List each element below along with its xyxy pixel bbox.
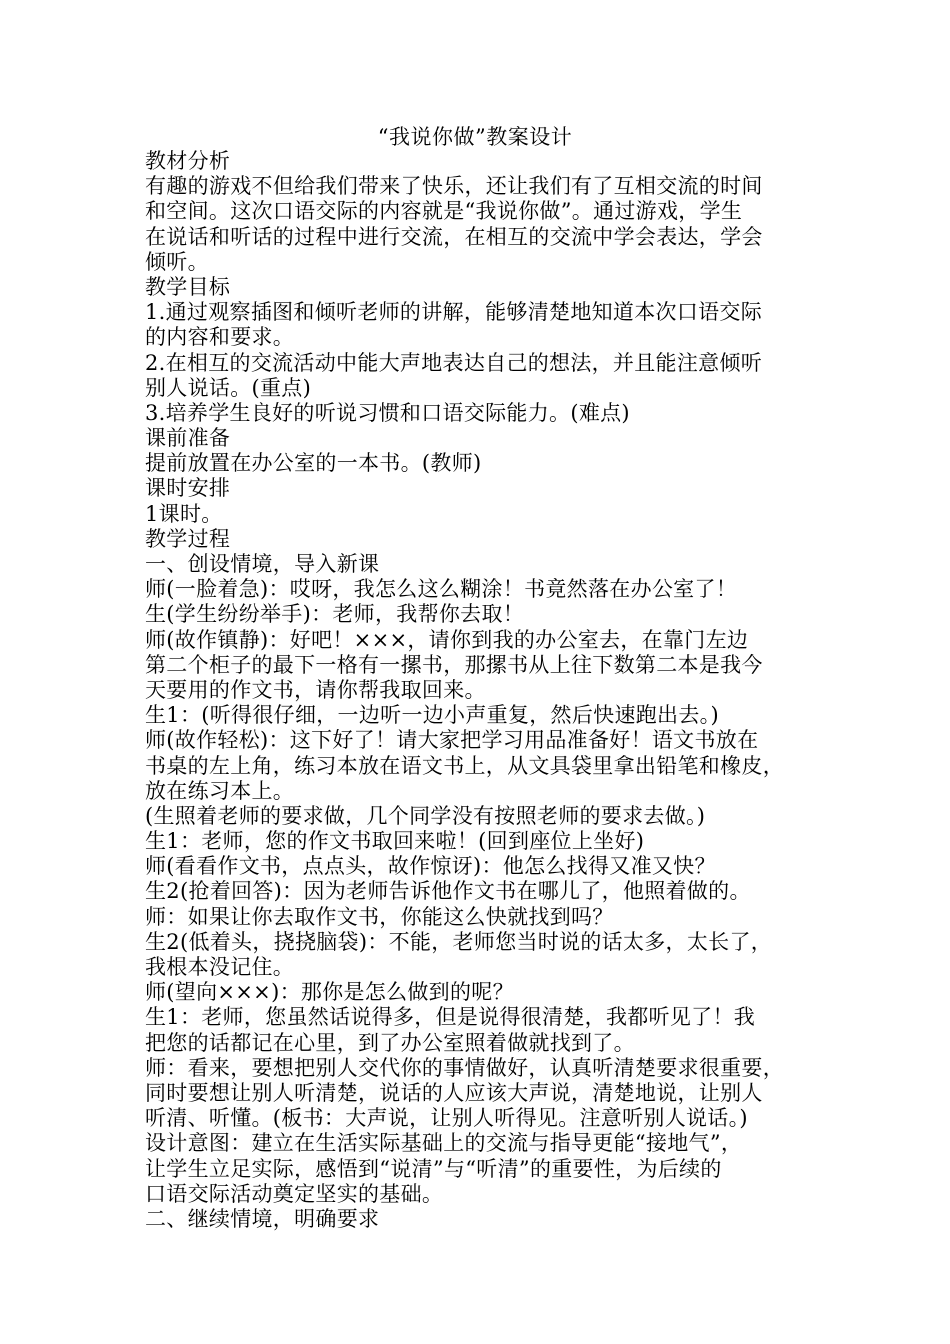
text-line: 和空间。这次口语交际的内容就是“我说你做”。通过游戏，学生	[145, 199, 743, 224]
text-line: 1课时。	[145, 501, 223, 526]
text-line: 师(故作轻松)：这下好了！请大家把学习用品准备好！语文书放在	[145, 728, 759, 753]
text-line: 让学生立足实际，感悟到“说清”与“听清”的重要性，为后续的	[145, 1156, 722, 1181]
text-line: 二、继续情境，明确要求	[145, 1206, 380, 1231]
text-line: 教学过程	[145, 526, 231, 551]
text-line: 听清、听懂。(板书：大声说，让别人听得见。注意听别人说话。)	[145, 1106, 748, 1131]
text-line: 把您的话都记在心里，到了办公室照着做就找到了。	[145, 1030, 635, 1055]
text-line: 同时要想让别人听清楚，说话的人应该大声说，清楚地说，让别人	[145, 1080, 763, 1105]
text-line: 生2(抢着回答)：因为老师告诉他作文书在哪儿了，他照着做的。	[145, 879, 751, 904]
text-line: 有趣的游戏不但给我们带来了快乐，还让我们有了互相交流的时间	[145, 174, 763, 199]
text-line: (生照着老师的要求做，几个同学没有按照老师的要求去做。)	[145, 803, 706, 828]
text-line: 在说话和听话的过程中进行交流，在相互的交流中学会表达，学会	[145, 224, 763, 249]
text-line: 2.在相互的交流活动中能大声地表达自己的想法，并且能注意倾听	[145, 350, 763, 375]
text-line: 我根本没记住。	[145, 955, 295, 979]
text-line: 生2(低着头，挠挠脑袋)：不能，老师您当时说的话太多，太长了，	[145, 929, 773, 954]
document-title: “我说你做”教案设计	[377, 125, 573, 149]
text-line: 生1：老师，您的作文书取回来啦！(回到座位上坐好)	[145, 829, 645, 854]
text-line: 师：看来，要想把别人交代你的事情做好，认真听清楚要求很重要，	[145, 1055, 784, 1080]
text-line: 天要用的作文书，请你帮我取回来。	[145, 677, 486, 702]
text-line: 师(一脸着急)：哎呀，我怎么这么糊涂！书竟然落在办公室了！	[145, 577, 738, 602]
text-line: 课前准备	[145, 426, 231, 451]
text-line: 设计意图：建立在生活实际基础上的交流与指导更能“接地气”，	[145, 1131, 743, 1156]
text-line: 生(学生纷纷举手)：老师，我帮你去取！	[145, 602, 525, 627]
text-line: 课时安排	[145, 476, 231, 501]
document-body	[145, 149, 807, 1232]
text-line: 教材分析	[145, 149, 231, 173]
text-line: 放在练习本上。	[145, 778, 295, 803]
text-line: 第二个柜子的最下一格有一摞书，那摞书从上往下数第二本是我今	[145, 652, 763, 677]
text-line: 书桌的左上角，练习本放在语文书上，从文具袋里拿出铅笔和橡皮，	[145, 753, 784, 778]
text-line: 生1：(听得很仔细，一边听一边小声重复，然后快速跑出去。)	[145, 703, 719, 728]
text-line: 1.通过观察插图和倾听老师的讲解，能够清楚地知道本次口语交际	[145, 300, 763, 325]
text-line: 口语交际活动奠定坚实的基础。	[145, 1181, 444, 1206]
text-line: 生1：老师，您虽然话说得多，但是说得很清楚，我都听见了！我	[145, 1005, 756, 1030]
text-line: 3.培养学生良好的听说习惯和口语交际能力。(难点)	[145, 400, 630, 425]
text-line: 提前放置在办公室的一本书。(教师)	[145, 451, 482, 476]
text-line: 师(看看作文书，点点头，故作惊讶)：他怎么找得又准又快？	[145, 854, 716, 879]
text-line: 教学目标	[145, 274, 231, 299]
text-line: 师：如果让你去取作文书，你能这么快就找到吗？	[145, 904, 614, 929]
text-line: 倾听。	[145, 249, 209, 274]
text-line: 的内容和要求。	[145, 325, 295, 350]
text-line: 师(望向×××)：那你是怎么做到的呢？	[145, 980, 514, 1005]
text-line: 别人说话。(重点)	[145, 375, 312, 400]
text-line: 师(故作镇静)：好吧！×××，请你到我的办公室去，在靠门左边	[145, 627, 749, 652]
text-line: 一、创设情境，导入新课	[145, 552, 380, 576]
